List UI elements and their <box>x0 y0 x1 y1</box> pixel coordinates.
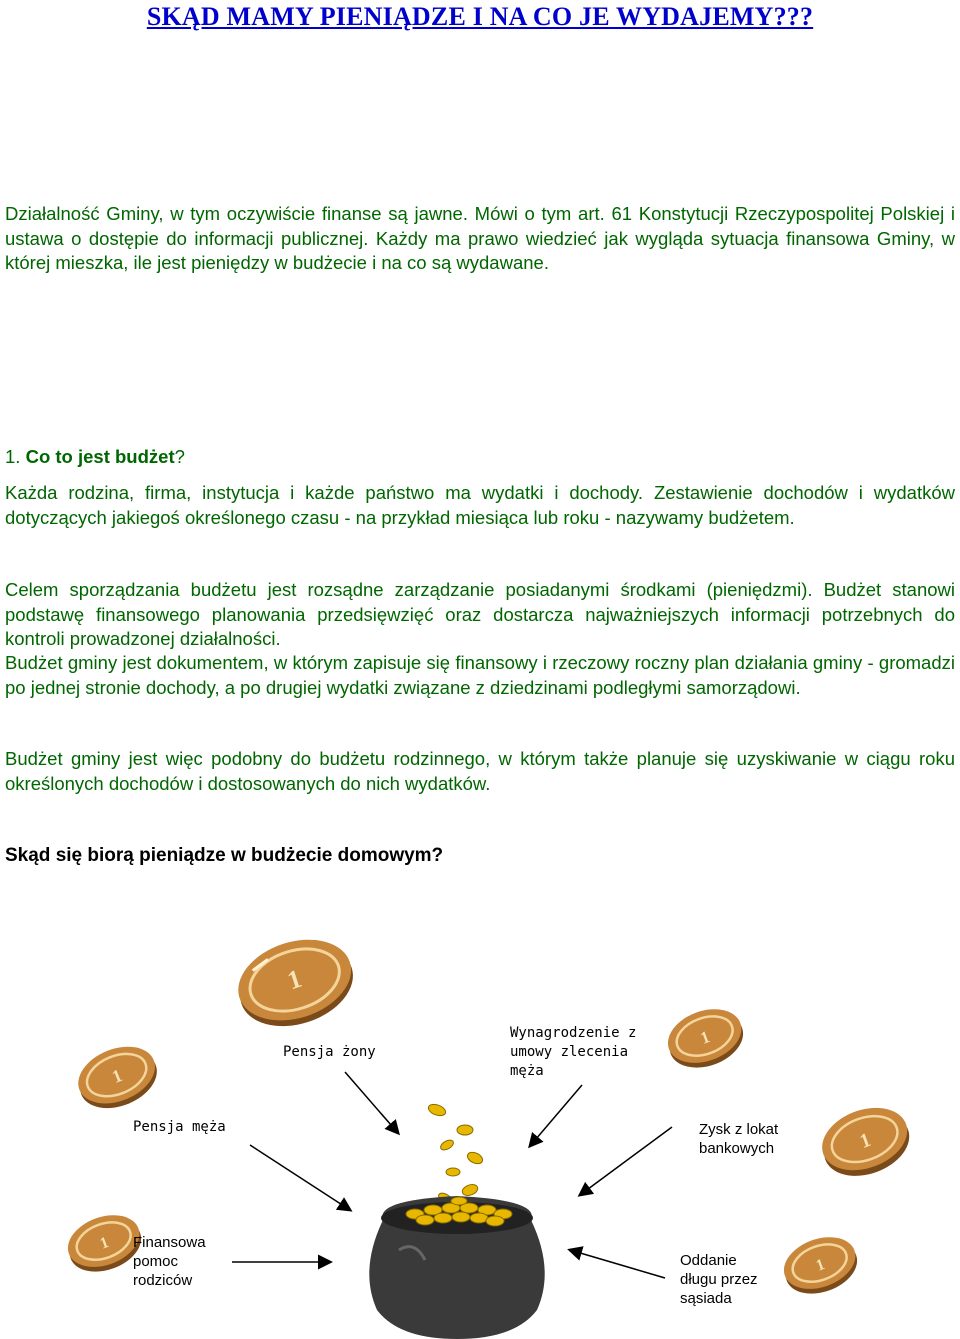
question-heading: Skąd się biorą pieniądze w budżecie domowym? <box>5 845 444 866</box>
section-title: Co to jest budżet <box>25 446 175 467</box>
label-wife-salary: Pensja żony <box>283 1044 376 1060</box>
svg-text:1: 1 <box>109 1065 125 1087</box>
paragraph-4: Budżet gminy jest więc podobny do budżetu rodzinnego, w którym także planuje się uzyskiwanie w ciągu roku określonych dochodów i dostosowanych do nich wydatków. <box>5 748 955 794</box>
paragraph-2: Celem sporządzania budżetu jest rozsądne zarządzanie posiadanymi środkami (pieniędzmi). Budżet stanowi podstawę finansowego planowania przedsięwzięć oraz dostarcza najważniejszych informacji potrzebnych do kontroli prowadzonej działalności. <box>5 579 955 649</box>
label-husband-contract: Wynagrodzenie z umowy zlecenia męża <box>510 1025 637 1079</box>
money-pot-icon <box>355 1100 560 1339</box>
section-qmark: ? <box>174 446 185 467</box>
label-husband-salary: Pensja męża <box>133 1119 226 1135</box>
page-title: SKĄD MAMY PIENIĄDZE I NA CO JE WYDAJEMY??? <box>146 2 814 31</box>
paragraph-1: Każda rodzina, firma, instytucja i każde państwo ma wydatki i dochody. Zestawienie dochodów i wydatków dotyczących jakiegoś określonego czasu - na przykład miesiąca lub roku - nazywamy budżetem. <box>5 482 955 528</box>
svg-text:1: 1 <box>813 1256 828 1275</box>
label-bank-deposits: Zysk z lokat bankowych <box>699 1121 779 1157</box>
label-neighbor-debt: Oddanie długu przez sąsiada <box>680 1252 758 1307</box>
coin-icon <box>228 928 362 1034</box>
section-number: 1. <box>5 446 21 467</box>
svg-text:1: 1 <box>697 1027 713 1048</box>
section-heading <box>5 446 185 468</box>
svg-text:1: 1 <box>97 1234 112 1253</box>
label-parents-help: Finansowa pomoc rodziców <box>133 1234 206 1289</box>
svg-text:1: 1 <box>283 963 306 996</box>
svg-text:1: 1 <box>856 1128 874 1153</box>
paragraph-3: Budżet gminy jest dokumentem, w którym zapisuje się finansowy i rzeczowy roczny plan działania gminy - gromadzi po jednej stronie dochody, a po drugiej wydatki związane z dziedzinami podległymi samorządowi. <box>5 652 955 698</box>
intro-paragraph <box>5 202 955 276</box>
intro-text: Działalność Gminy, w tym oczywiście finanse są jawne. Mówi o tym art. 61 Konstytucji Rzeczypospolitej Polskiej i ustawa o dostępie do informacji publicznej. Każdy ma prawo wiedzieć jak wygląda sytuacja finansowa Gminy, w której mieszka, ile jest pieniędzy w budżecie i na co są wydawane. <box>5 203 955 273</box>
